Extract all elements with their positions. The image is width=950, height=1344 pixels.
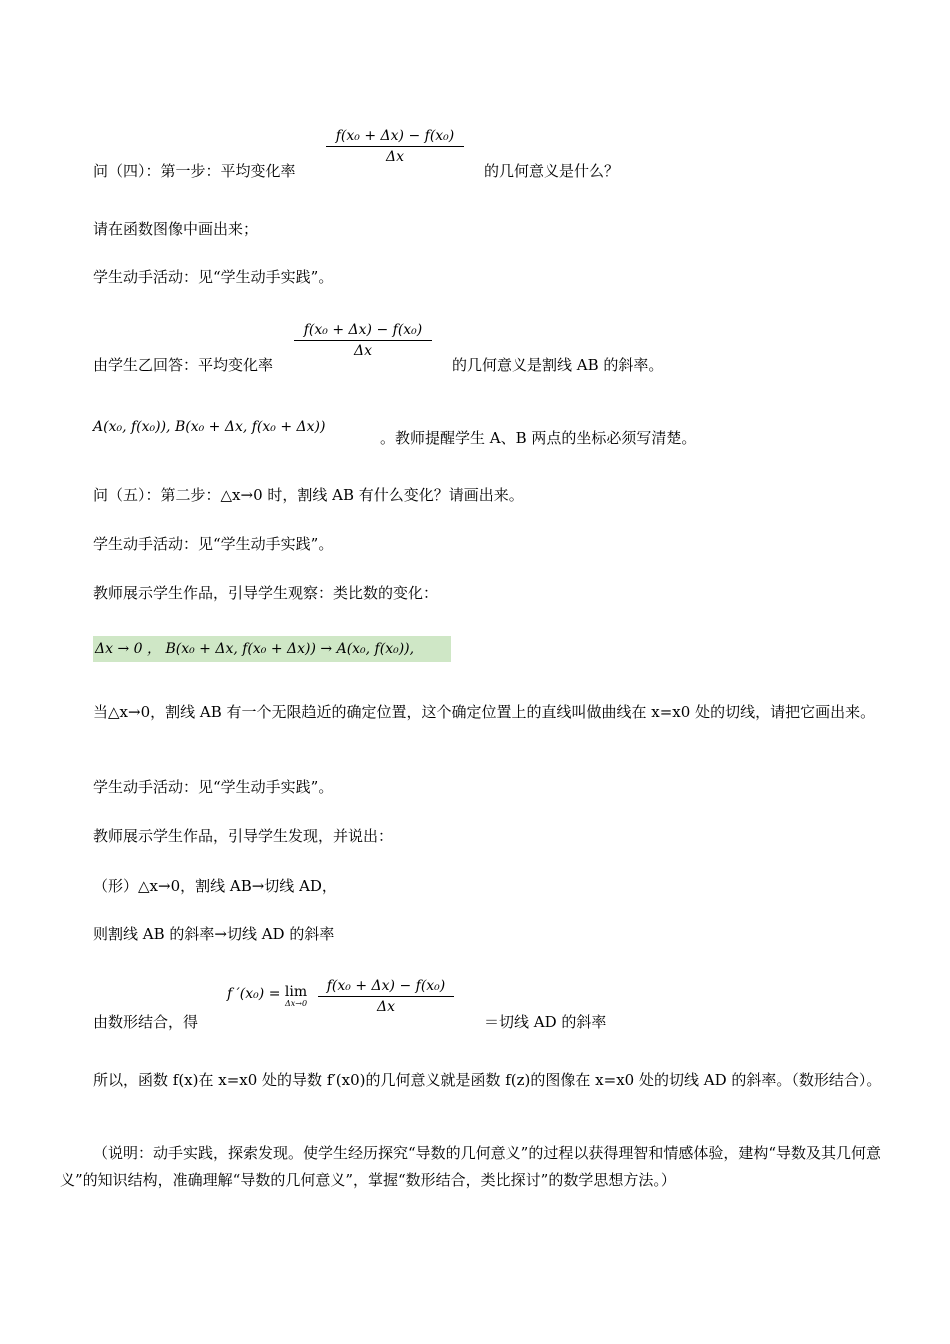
fraction-numerator: f(x₀ + Δx) − f(x₀) [326,128,464,147]
answer-suffix: 的几何意义是割线 AB 的斜率。 [452,356,664,374]
points-note: 。教师提醒学生 A、B 两点的坐标必须写清楚。 [380,429,697,447]
note-paragraph: （说明：动手实践，探索发现。使学生经历探究“导数的几何意义”的过程以获得理智和情感体验，建构“导数及其几何意义”的知识结构，准确理解“导数的几何意义”，掌握“数形结合，类比探讨”的数学思想方法。） [60,1144,882,1189]
limit-subscript: Δx→0 [284,999,308,1008]
derivative-symbol: f ′(x₀) = [227,986,281,1002]
teacher-show-1: 教师展示学生作品，引导学生观察：类比数的变化： [93,584,439,602]
fraction-denominator: Δx [376,999,395,1015]
highlighted-limit-formula: Δx → 0 ， B(x₀ + Δx, f(x₀ + Δx)) → A(x₀, f(x₀)), [93,636,451,662]
conclusion-paragraph: 所以，函数 f(x)在 x=x0 处的导数 f′(x0)的几何意义就是函数 f(z)的图像在 x=x0 处的切线 AD 的斜率。（数形结合）。 [93,1071,882,1089]
student-activity-1: 学生动手活动：见“学生动手实践”。 [93,268,334,286]
fraction-denominator: Δx [353,343,372,359]
teacher-show-2: 教师展示学生作品，引导学生发现，并说出： [93,827,394,845]
shape-statement: （形）△x→0，割线 AB→切线 AD， [93,877,337,895]
draw-instruction: 请在函数图像中画出来； [93,220,259,238]
fraction-numerator: f(x₀ + Δx) − f(x₀) [318,978,454,997]
limit-operator [285,986,307,1010]
question-five: 问（五）：第二步：△x→0 时，割线 AB 有什么变化？请画出来。 [93,486,524,504]
student-activity-3: 学生动手活动：见“学生动手实践”。 [93,778,334,796]
points-formula: A(x₀, f(x₀)), B(x₀ + Δx, f(x₀ + Δx)) [93,419,326,435]
tangent-paragraph: 当△x→0，割线 AB 有一个无限趋近的确定位置，这个确定位置上的直线叫做曲线在 x=x0 处的切线，请把它画出来。 [93,703,876,721]
derivative-suffix: ＝切线 AD 的斜率 [484,1013,607,1031]
average-rate-fraction [326,128,464,165]
question-four-prefix: 问（四）：第一步：平均变化率 [93,162,296,180]
limit-word: lim [284,984,308,1000]
answer-average-rate-fraction [294,322,432,359]
derivative-lhs [227,986,307,1010]
answer-prefix: 由学生乙回答：平均变化率 [93,356,274,374]
fraction-denominator: Δx [385,149,404,165]
derivative-prefix: 由数形结合，得 [93,1013,199,1031]
slope-statement: 则割线 AB 的斜率→切线 AD 的斜率 [93,925,335,943]
question-four-suffix: 的几何意义是什么？ [484,162,620,180]
fraction-numerator: f(x₀ + Δx) − f(x₀) [294,322,432,341]
student-activity-2: 学生动手活动：见“学生动手实践”。 [93,535,334,553]
derivative-fraction [318,978,454,1015]
